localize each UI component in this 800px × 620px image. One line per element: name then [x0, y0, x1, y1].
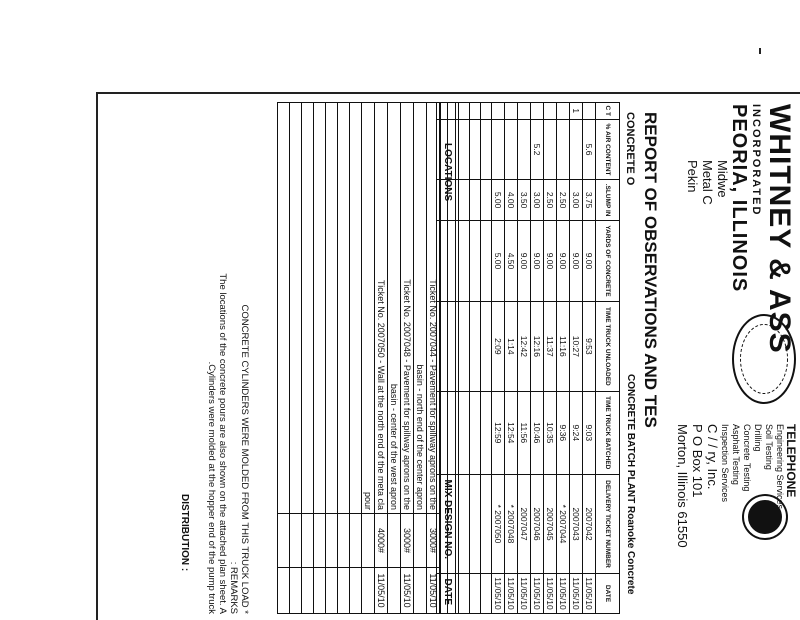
- location-text: Ticket No. 2007050 - Wall at the north end of the meta cla: [375, 103, 388, 514]
- table-cell: 4.50: [505, 220, 518, 301]
- location-row-empty: [350, 103, 362, 614]
- location-row-empty: [302, 103, 314, 614]
- table-cell: [531, 103, 544, 120]
- table-cell: 11/05/10: [583, 574, 596, 614]
- location-row: [414, 103, 427, 614]
- letterhead-services: [719, 424, 796, 614]
- table-cell: 9.00: [531, 220, 544, 301]
- table-cell: 3.50: [518, 180, 531, 220]
- table-cell: [570, 119, 583, 180]
- table-cell: 4.00: [505, 180, 518, 220]
- table-cell: 11/05/10: [544, 574, 557, 614]
- client-line: Pekin: [685, 160, 700, 193]
- table-cell: 10:35: [544, 391, 557, 474]
- table-cell: 11/05/10: [570, 574, 583, 614]
- table-cell: [544, 119, 557, 180]
- table-row-empty: [459, 103, 470, 614]
- location-row: [375, 103, 388, 614]
- location-cell-empty: [314, 514, 326, 568]
- table-cell: 9:36: [557, 391, 570, 474]
- table-row: [518, 103, 531, 614]
- table-cell: [518, 103, 531, 120]
- col-air: AIR CONTENT %: [596, 119, 620, 180]
- location-cell-empty: [314, 103, 326, 514]
- table-cell: 12:16: [531, 302, 544, 391]
- location-cell-empty: [338, 103, 350, 514]
- table-cell-empty: [481, 391, 492, 474]
- remark-line: Cylinders were molded at the hopper end of the pump truck.: [206, 361, 217, 614]
- table-cell: 11/05/10: [518, 574, 531, 614]
- table-cell-empty: [481, 180, 492, 220]
- table-cell: 10:27: [570, 302, 583, 391]
- location-cell-empty: [326, 103, 338, 514]
- location-text: pour: [362, 103, 375, 514]
- location-cell-empty: [350, 568, 362, 614]
- location-row: [427, 103, 440, 614]
- location-text: Ticket No. 2007048 - Pavement for spillway aprons on the: [401, 103, 414, 514]
- address-line: P O Box 101: [690, 424, 705, 498]
- table-cell: 5.6: [583, 119, 596, 180]
- firm-name: WHITNEY & ASS: [763, 104, 796, 354]
- service-line: Asphalt Testing: [731, 424, 741, 485]
- location-cell-empty: [278, 103, 290, 514]
- table-row: [505, 103, 518, 614]
- table-cell: 9.00: [583, 220, 596, 301]
- table-cell: [492, 103, 505, 120]
- service-line: Concrete Testing: [742, 424, 752, 492]
- remark-line: REMARKS :: [228, 561, 239, 614]
- location-row-empty: [326, 103, 338, 614]
- location-row: [401, 103, 414, 614]
- table-row: [570, 103, 583, 614]
- table-cell-empty: [459, 391, 470, 474]
- table-cell-empty: [459, 574, 470, 614]
- table-cell: 9:03: [583, 391, 596, 474]
- table-cell: 2:09: [492, 302, 505, 391]
- table-cell-empty: [481, 574, 492, 614]
- address-block: [675, 424, 720, 548]
- table-cell: 11:37: [544, 302, 557, 391]
- table-cell: 11:56: [518, 391, 531, 474]
- location-cell-empty: [326, 514, 338, 568]
- col-batched: TIME TRUCK BATCHED: [596, 391, 620, 474]
- table-cell: [557, 119, 570, 180]
- location-date: 11/05/10: [401, 568, 414, 614]
- location-cell-empty: [290, 514, 302, 568]
- col-unloaded: TIME TRUCK UNLOADED: [596, 302, 620, 391]
- table-cell: 9:24: [570, 391, 583, 474]
- table-cell: 11:16: [557, 302, 570, 391]
- service-line: Drilling: [753, 424, 763, 452]
- location-mix: [362, 514, 375, 568]
- location-date: [414, 568, 427, 614]
- table-cell: 2007045: [544, 475, 557, 574]
- col-date: DATE: [596, 574, 620, 614]
- scan-speck: [759, 48, 761, 54]
- locations-table: [277, 102, 440, 614]
- table-row: [544, 103, 557, 614]
- location-mix: [388, 514, 401, 568]
- table-cell: 9.00: [518, 220, 531, 301]
- table-cell-empty: [481, 220, 492, 301]
- table-cell-empty: [481, 475, 492, 574]
- location-row-empty: [290, 103, 302, 614]
- location-row-empty: [338, 103, 350, 614]
- table-cell: 11/05/10: [492, 574, 505, 614]
- table-cell-empty: [459, 302, 470, 391]
- location-date: [362, 568, 375, 614]
- firm-seal: [732, 314, 796, 404]
- table-cell: 2.50: [557, 180, 570, 220]
- location-text: Ticket No. 2007044 - Pavement for spillway aprons on the: [427, 103, 440, 514]
- table-cell-empty: [470, 302, 481, 391]
- table-cell: 9.00: [570, 220, 583, 301]
- col-ticket: DELIVERY TICKET NUMBER: [596, 475, 620, 574]
- location-mix: 3000#: [427, 514, 440, 568]
- table-cell-empty: [481, 302, 492, 391]
- firm-incorporated: INCORPORATED: [750, 104, 762, 217]
- location-cell-empty: [278, 514, 290, 568]
- loc-head-date: DATE: [442, 578, 453, 605]
- service-line: Inspection Services: [720, 424, 730, 503]
- location-date: 11/05/10: [427, 568, 440, 614]
- table-cell: 12:54: [505, 391, 518, 474]
- location-text: basin - north end of the center apron: [414, 103, 427, 514]
- client-block: [685, 160, 730, 205]
- table-row: [492, 103, 505, 614]
- location-row: [388, 103, 401, 614]
- table-row: [557, 103, 570, 614]
- location-cell-empty: [338, 568, 350, 614]
- table-cell: 5.00: [492, 180, 505, 220]
- col-yards: YARDS OF CONCRETE: [596, 220, 620, 301]
- table-cell: 2007046: [531, 475, 544, 574]
- client-line: Metal C: [700, 160, 715, 205]
- table-cell: 2.50: [544, 180, 557, 220]
- table-cell: 9.00: [557, 220, 570, 301]
- report-title: REPORT OF OBSERVATIONS AND TES: [641, 112, 660, 428]
- address-line: Morton, Illinois 61550: [675, 424, 690, 548]
- remark-line: The locations of the concrete pours are also shown on the attached plan sheet. A: [217, 273, 228, 614]
- firm-city: PEORIA, ILLINOIS: [728, 104, 750, 293]
- table-cell: 9.00: [544, 220, 557, 301]
- table-cell: [583, 103, 596, 120]
- location-cell-empty: [302, 103, 314, 514]
- table-cell: [518, 119, 531, 180]
- col-temp: C T: [596, 103, 620, 120]
- table-cell-empty: [459, 103, 470, 120]
- location-text: basin - center of the west apron: [388, 103, 401, 514]
- table-cell: 5.2: [531, 119, 544, 180]
- telephone-label: TELEPHONE: [784, 424, 798, 498]
- table-cell-empty: [481, 119, 492, 180]
- location-cell-empty: [314, 568, 326, 614]
- location-cell-empty: [302, 514, 314, 568]
- table-cell: 1: [570, 103, 583, 120]
- table-cell-empty: [470, 180, 481, 220]
- table-cell-empty: [470, 391, 481, 474]
- loc-head-locations: LOCATIONS: [442, 143, 453, 202]
- table-cell: 12:59: [492, 391, 505, 474]
- section-batch-plant: CONCRETE BATCH PLANT Roanoke Concrete: [625, 374, 636, 595]
- table-cell-empty: [459, 119, 470, 180]
- location-mix: [414, 514, 427, 568]
- location-cell-empty: [350, 103, 362, 514]
- table-cell: 3.00: [570, 180, 583, 220]
- service-line: Engineering Services: [775, 424, 785, 510]
- location-mix: 4000#: [375, 514, 388, 568]
- table-cell: 2007047: [518, 475, 531, 574]
- table-cell: 12:42: [518, 302, 531, 391]
- table-cell: 2007043: [570, 475, 583, 574]
- col-slump: SLUMP IN.: [596, 180, 620, 220]
- table-cell: 3.75: [583, 180, 596, 220]
- table-row-empty: [470, 103, 481, 614]
- locations-header: [440, 102, 456, 614]
- location-cell-empty: [338, 514, 350, 568]
- table-cell-empty: [470, 574, 481, 614]
- table-header-row: [596, 103, 620, 614]
- table-cell: 5.00: [492, 220, 505, 301]
- table-cell: 2007044 *: [557, 475, 570, 574]
- table-cell-empty: [470, 475, 481, 574]
- table-cell: 9:53: [583, 302, 596, 391]
- table-cell-empty: [470, 119, 481, 180]
- table-cell: 11/05/10: [557, 574, 570, 614]
- table-cell: 11/05/10: [531, 574, 544, 614]
- table-cell-empty: [481, 103, 492, 120]
- table-cell: 1:14: [505, 302, 518, 391]
- location-mix: 3000#: [401, 514, 414, 568]
- table-cell: [505, 119, 518, 180]
- remark-line: * CONCRETE CYLINDERS WERE MOLDED FROM THIS TRUCK LOAD: [239, 304, 250, 614]
- loc-head-mix: MIX DESIGN NO.: [442, 479, 453, 559]
- table-cell-empty: [459, 475, 470, 574]
- table-cell-empty: [459, 220, 470, 301]
- table-cell: [492, 119, 505, 180]
- observations-table: [436, 102, 620, 614]
- table-cell: [505, 103, 518, 120]
- location-cell-empty: [278, 568, 290, 614]
- table-cell-empty: [459, 180, 470, 220]
- remarks-block: [206, 102, 250, 614]
- location-row-empty: [278, 103, 290, 614]
- table-cell-empty: [470, 103, 481, 120]
- table-row: [531, 103, 544, 614]
- distribution-label: DISTRIBUTION :: [179, 494, 190, 572]
- table-cell: 2007048 *: [505, 475, 518, 574]
- location-date: [388, 568, 401, 614]
- rotated-document: [98, 94, 800, 618]
- service-line: Soil Testing: [764, 424, 774, 470]
- location-row-empty: [314, 103, 326, 614]
- table-cell: [557, 103, 570, 120]
- table-cell: 2007042: [583, 475, 596, 574]
- location-row: [362, 103, 375, 614]
- table-row-empty: [481, 103, 492, 614]
- section-concrete: CONCRETE O: [624, 112, 636, 186]
- location-cell-empty: [290, 103, 302, 514]
- table-row: [583, 103, 596, 614]
- location-cell-empty: [350, 514, 362, 568]
- address-line: C / / ry, Inc.: [705, 424, 720, 490]
- location-cell-empty: [290, 568, 302, 614]
- client-line: Midwe: [715, 160, 730, 198]
- table-cell: 10:46: [531, 391, 544, 474]
- table-cell: 11/05/10: [505, 574, 518, 614]
- table-cell-empty: [470, 220, 481, 301]
- location-cell-empty: [326, 568, 338, 614]
- table-cell: [544, 103, 557, 120]
- location-cell-empty: [302, 568, 314, 614]
- location-date: 11/05/10: [375, 568, 388, 614]
- table-cell: 3.00: [531, 180, 544, 220]
- table-cell: 2007050 *: [492, 475, 505, 574]
